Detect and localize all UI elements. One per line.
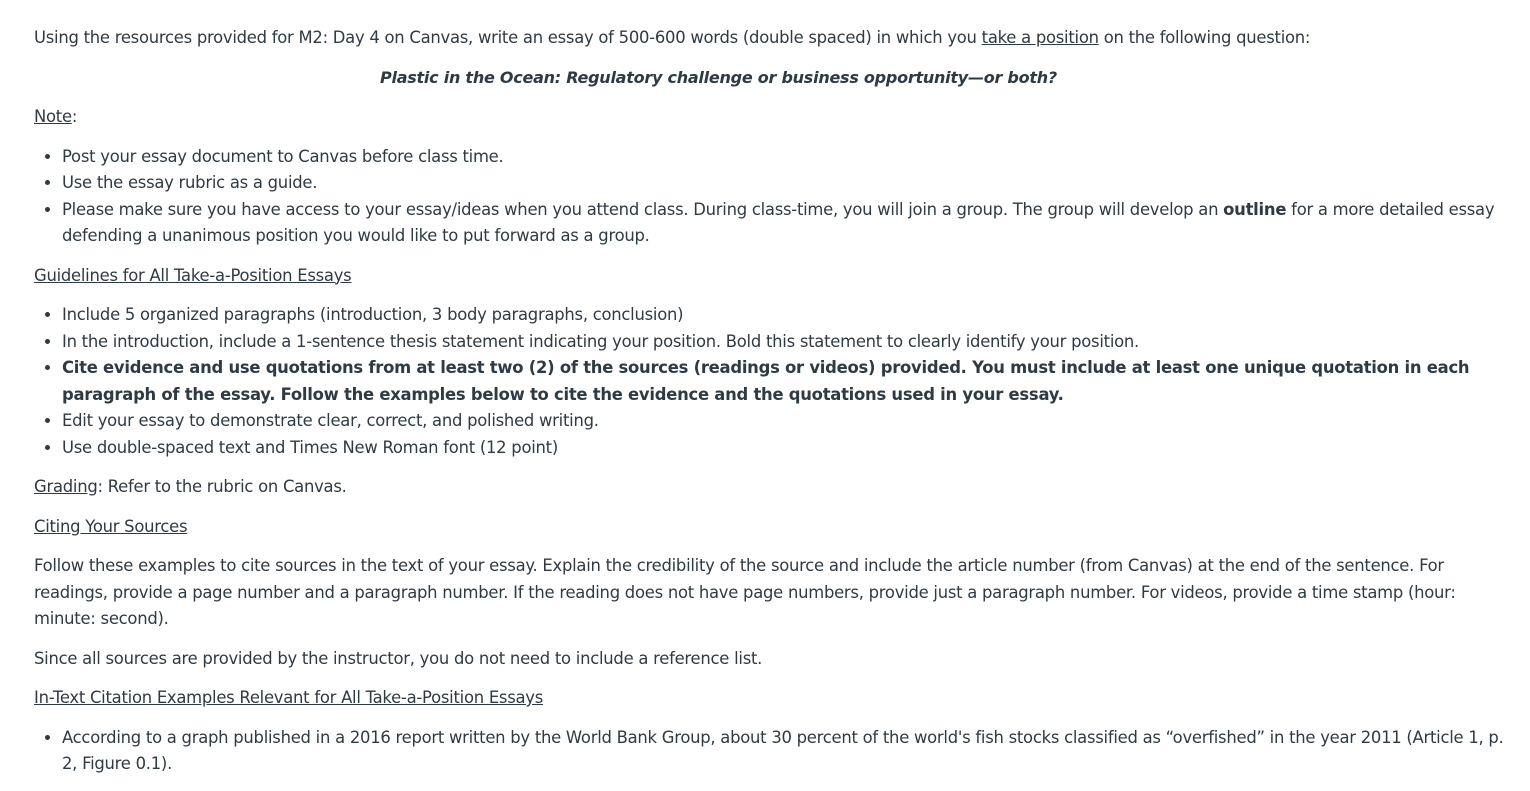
note-label-line bbox=[34, 104, 1514, 131]
list-item: • Use double-spaced text and Times New Roman font (12 point) bbox=[62, 435, 1514, 462]
note-item-text-end: for a more detailed essay defending a unanimous position you would like to put forward as a group. bbox=[62, 199, 1495, 245]
essay-question: Plastic in the Ocean: Regulatory challenge or business opportunity—or both? bbox=[380, 67, 1057, 87]
note-colon: : bbox=[71, 107, 78, 126]
assignment-content bbox=[34, 25, 1514, 791]
intro-text: Using the resources provided for M2: Day 4 on Canvas, write an essay of 500-600 words (double spaced) in which you bbox=[34, 28, 982, 47]
examples-heading-text: In-Text Citation Examples Relevant for All Take-a-Position Essays bbox=[34, 688, 544, 707]
guidelines-heading bbox=[34, 263, 1514, 290]
list-item: • In the introduction, include a 1-sentence thesis statement indicating your position. Bold this statement to clearly identify your position. bbox=[62, 329, 1514, 356]
examples-list bbox=[34, 725, 1514, 778]
list-item: • According to a graph published in a 2016 report written by the World Bank Group, about 30 percent of the world's fish stocks classified as “overfished” in the year 2011 (Article 1, p. 2, Figure 0.1). bbox=[62, 725, 1514, 778]
guidelines-heading-text: Guidelines for All Take-a-Position Essays bbox=[34, 265, 352, 285]
intro-paragraph bbox=[34, 25, 1514, 52]
grading-label: Grading bbox=[34, 477, 98, 496]
list-item: • Edit your essay to demonstrate clear, correct, and polished writing. bbox=[62, 408, 1514, 435]
citing-heading bbox=[34, 514, 1514, 541]
note-label: Note bbox=[34, 107, 72, 126]
reference-list-note: Since all sources are provided by the instructor, you do not need to include a reference list. bbox=[34, 648, 763, 668]
list-item: • Post your essay document to Canvas before class time. bbox=[62, 144, 1514, 171]
list-item: • Use the essay rubric as a guide. bbox=[62, 170, 1514, 197]
intro-text-end: on the following question: bbox=[1098, 28, 1311, 47]
citing-paragraph: Follow these examples to cite sources in the text of your essay. Explain the credibility of the source and include the article number (from Canvas) at the end of the sentence. For readings, provide a page number and a paragraph number. If the reading does not have page numbers, provide just a paragraph number. For videos, provide a time stamp (hour: minute: second). bbox=[34, 556, 1456, 628]
grading-text: : Refer to the rubric on Canvas. bbox=[97, 477, 347, 496]
note-list bbox=[34, 144, 1514, 250]
outline-bold: outline bbox=[1223, 199, 1287, 219]
grading-line bbox=[34, 474, 1514, 501]
guidelines-list bbox=[34, 302, 1514, 461]
citing-heading-text: Citing Your Sources bbox=[34, 516, 188, 536]
take-a-position-emphasis: take a position bbox=[981, 28, 1099, 47]
list-item bbox=[62, 197, 1514, 250]
examples-heading bbox=[34, 685, 1514, 712]
list-item: • Include 5 organized paragraphs (introduction, 3 body paragraphs, conclusion) bbox=[62, 302, 1514, 329]
note-item-text: Please make sure you have access to your essay/ideas when you attend class. During class-time, you will join a group. The group will develop an bbox=[62, 199, 1224, 219]
list-item: • Cite evidence and use quotations from at least two (2) of the sources (readings or videos) provided. You must include at least one unique quotation in each paragraph of the essay. Follow the examples below to cite the evidence and the quotations used in your essay. bbox=[62, 355, 1514, 408]
